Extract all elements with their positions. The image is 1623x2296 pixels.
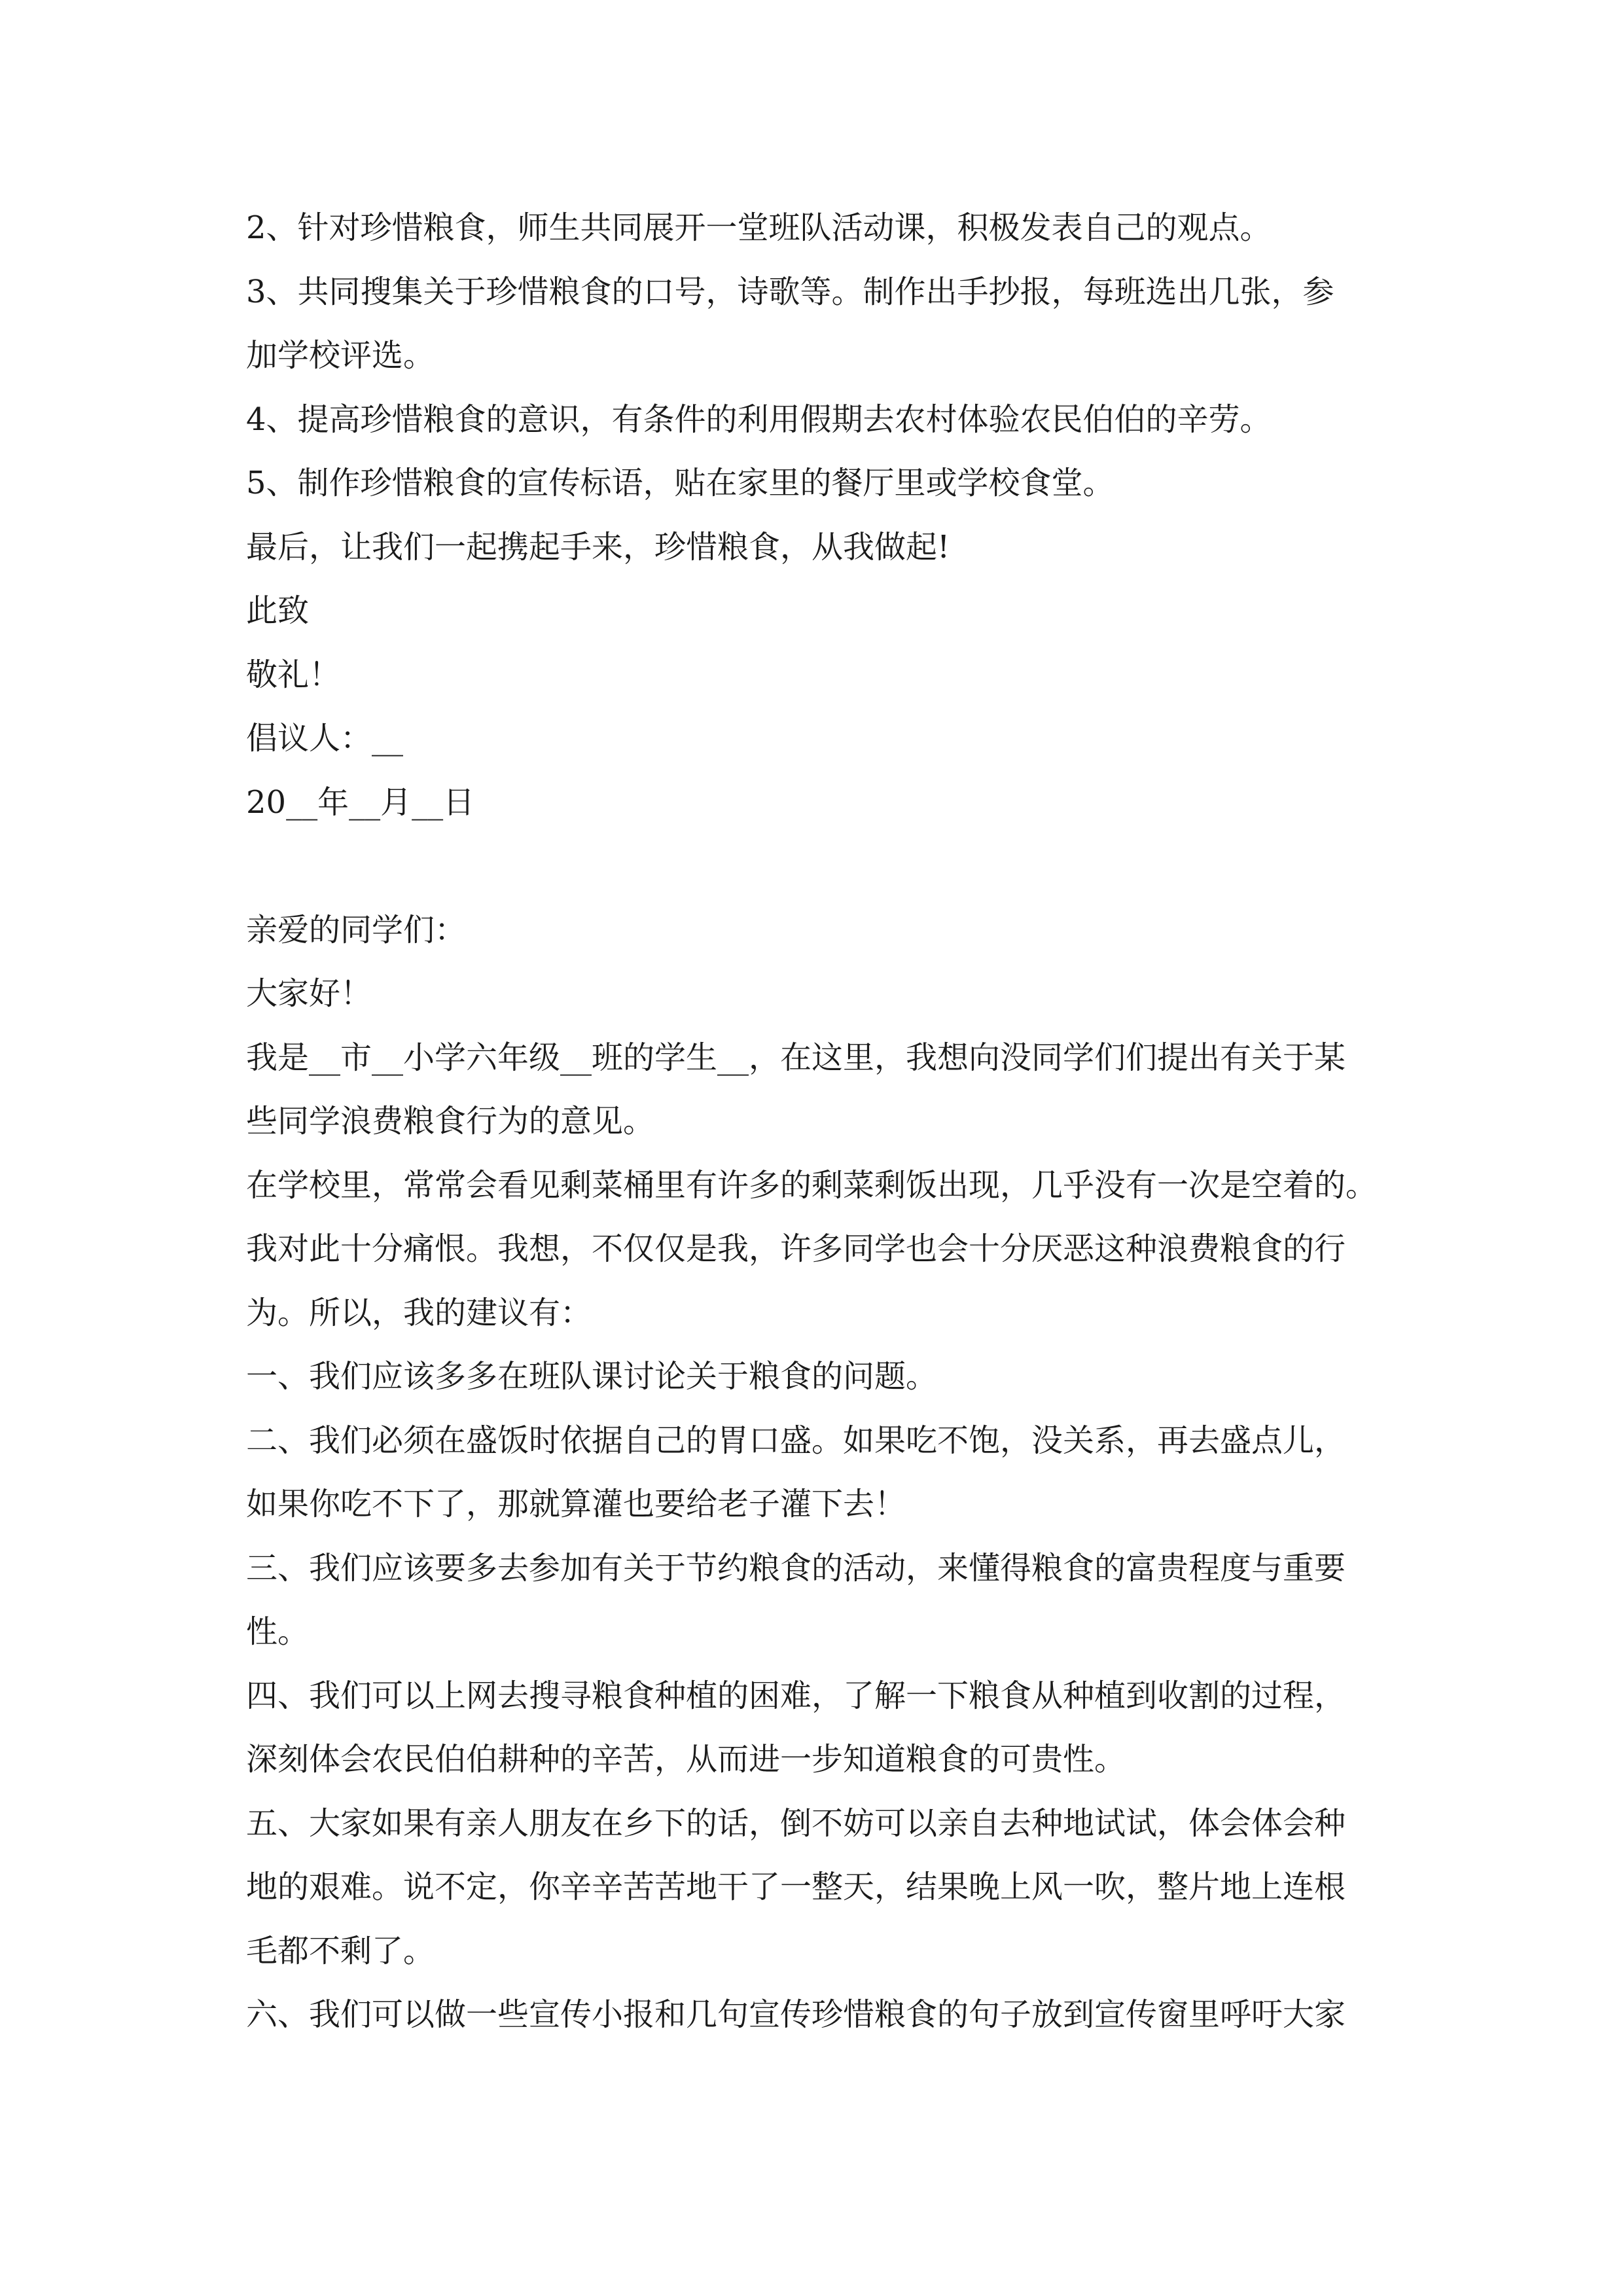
letter-hello: 大家好！ [246,975,372,1012]
proposal-letter-continuation [246,196,1385,834]
letter-greeting: 亲爱的同学们： [246,911,467,948]
suggestion-6: 六、我们可以做一些宣传小报和几句宣传珍惜粮食的句子放到宣传窗里呼吁大家 [246,1996,1346,2033]
suggestion-2-continued: 如果你吃不下了，那就算灌也要给老子灌下去！ [246,1486,906,1522]
date-line: 20__年__月__日 [246,783,475,821]
body-line: 些同学浪费粮食行为的意见。 [246,1103,655,1139]
suggestion-4: 四、我们可以上网去搜寻粮食种植的困难，了解一下粮食从种植到收割的过程， [246,1677,1346,1714]
suggestion-3: 三、我们应该要多去参加有关于节约粮食的活动，来懂得粮食的富贵程度与重要 [246,1549,1346,1587]
signer-line: 倡议人：__ [246,720,404,757]
proposal-item-3: 3、共同搜集关于珍惜粮食的口号，诗歌等。制作出手抄报，每班选出几张，参 [246,273,1334,310]
suggestion-4-continued: 深刻体会农民伯伯耕种的辛苦，从而进一步知道粮食的可贵性。 [246,1741,1126,1778]
suggestion-1: 一、我们应该多多在班队课讨论关于粮食的问题。 [246,1358,938,1395]
body-line: 为。所以，我的建议有： [246,1294,592,1331]
proposal-item-5: 5、制作珍惜粮食的宣传标语，贴在家里的餐厅里或学校食堂。 [246,465,1115,501]
proposal-item-4: 4、提高珍惜粮食的意识，有条件的利用假期去农村体验农民伯伯的辛劳。 [246,401,1272,438]
suggestion-3-continued: 性。 [246,1613,310,1650]
body-line: 我是__市__小学六年级__班的学生__，在这里，我想向没同学们们提出有关于某 [246,1039,1346,1076]
proposal-item-2: 2、针对珍惜粮食，师生共同展开一堂班队活动课，积极发表自己的观点。 [246,209,1272,246]
body-line: 在学校里，常常会看见剩菜桶里有许多的剩菜剩饭出现，几乎没有一次是空着的。 [246,1166,1378,1204]
closing-paragraph: 最后，让我们一起携起手来，珍惜粮食，从我做起! [246,528,950,565]
section-spacer [246,834,1385,899]
suggestion-5: 五、大家如果有亲人朋友在乡下的话，倒不妨可以亲自去种地试试，体会体会种 [246,1804,1346,1842]
suggestion-5-continued: 地的艰难。说不定，你辛辛苦苦地干了一整天，结果晚上风一吹，整片地上连根 [246,1869,1346,1905]
body-line: 我对此十分痛恨。我想，不仅仅是我，许多同学也会十分厌恶这种浪费粮食的行 [246,1230,1346,1267]
suggestion-2: 二、我们必须在盛饭时依据自己的胃口盛。如果吃不饱，没关系，再去盛点儿， [246,1422,1346,1459]
document-body [246,196,1385,2047]
salutation-cizhi: 此致 [246,592,310,629]
proposal-item-3-continued: 加学校评选。 [246,337,435,374]
salutation-jingli: 敬礼！ [246,656,341,693]
suggestion-5-continued-2: 毛都不剩了。 [246,1932,435,1969]
suggestion-letter [246,899,1385,2047]
